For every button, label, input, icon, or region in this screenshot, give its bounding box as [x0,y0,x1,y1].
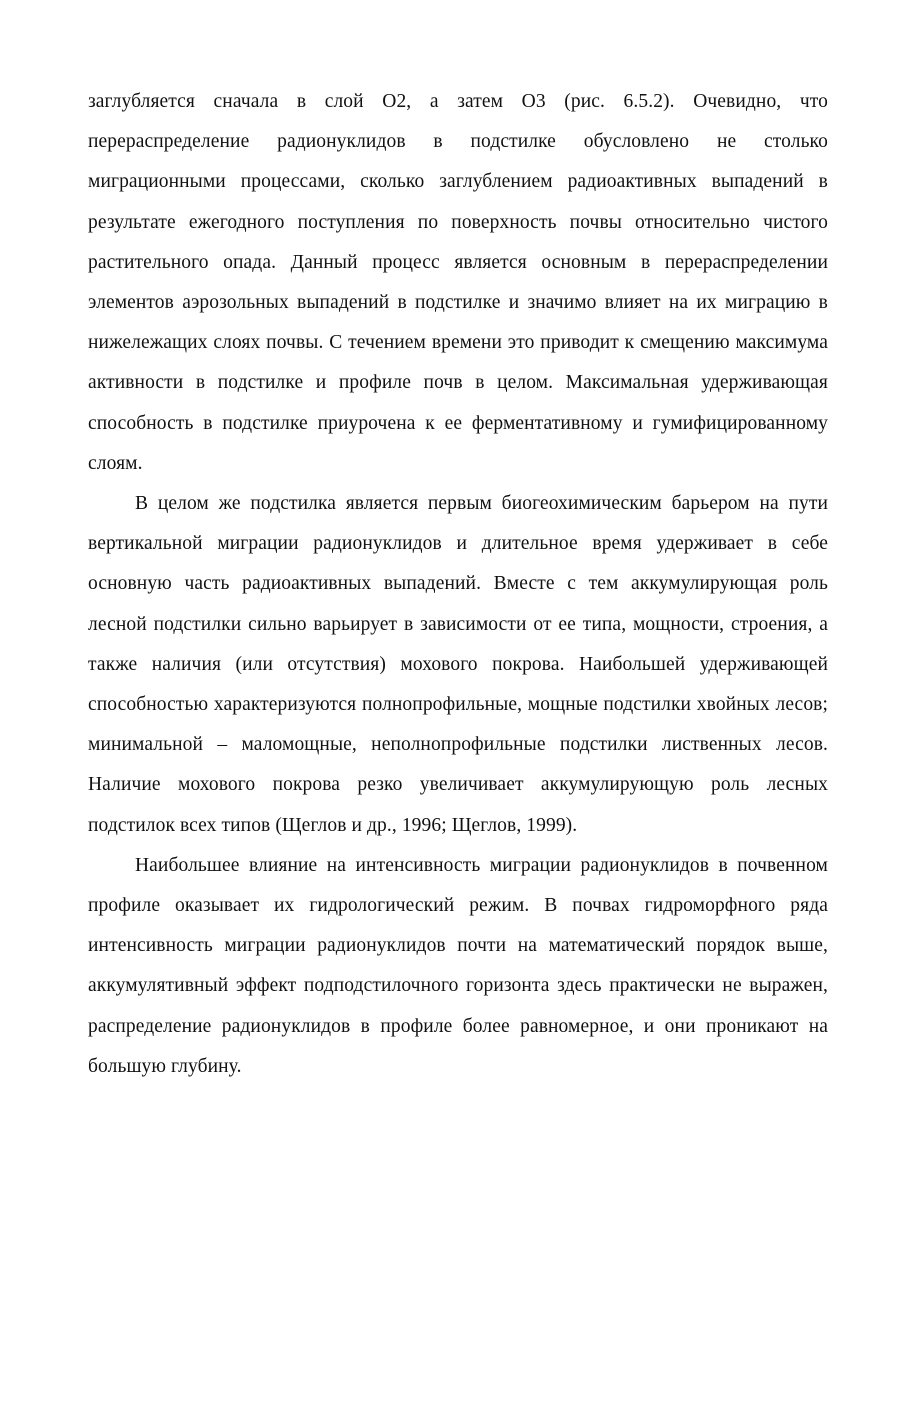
document-body [88,82,828,1087]
paragraph-3: Наибольшее влияние на интенсивность миграции радионуклидов в почвенном профиле оказывает их гидрологический режим. В почвах гидроморфного ряда интенсивность миграции радионуклидов почти на математический порядок выше, аккумулятивный эффект подподстилочного горизонта здесь практически не выражен, распределение радионуклидов в профиле более равномерное, и они проникают на большую глубину. [88,854,828,1077]
paragraph-2: В целом же подстилка является первым биогеохимическим барьером на пути вертикальной миграции радионуклидов и длительное время удерживает в себе основную часть радиоактивных выпадений. Вместе с тем аккумулирующая роль лесной подстилки сильно варьирует в зависимости от ее типа, мощности, строения, а также наличия (или отсутствия) мохового покрова. Наибольшей удерживающей способностью характеризуются полнопрофильные, мощные подстилки хвойных лесов; минимальной – маломощные, неполнопрофильные подстилки лиственных лесов. Наличие мохового покрова резко увеличивает аккумулирующую роль лесных подстилок всех типов (Щеглов и др., 1996; Щеглов, 1999). [88,493,828,836]
paragraph-1: заглубляется сначала в слой О2, а затем О3 (рис. 6.5.2). Очевидно, что перераспределение радионуклидов в подстилке обусловлено не столько миграционными процессами, сколько заглублением радиоактивных выпадений в результате ежегодного поступления по поверхность почвы относительно чистого растительного опада. Данный процесс является основным в перераспределении элементов аэрозольных выпадений в подстилке и значимо влияет на их миграцию в нижележащих слоях почвы. С течением времени это приводит к смещению максимума активности в подстилке и профиле почв в целом. Максимальная удерживающая способность в подстилке приурочена к ее ферментативному и гумифицированному слоям. [88,91,828,474]
